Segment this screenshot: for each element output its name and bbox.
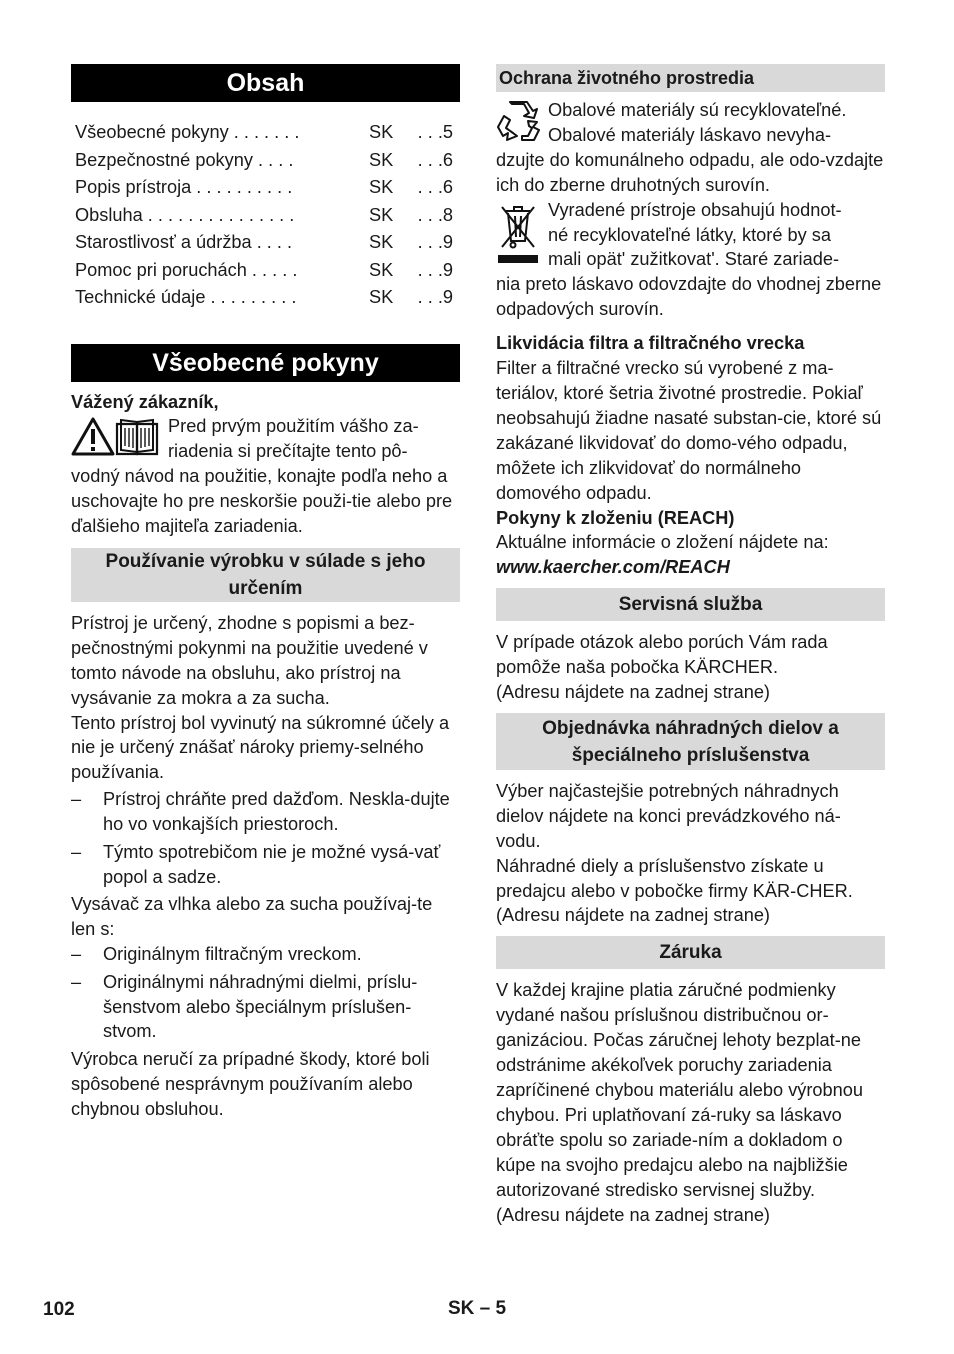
- general-heading: Všeobecné pokyny: [71, 344, 460, 382]
- toc-table: [75, 119, 453, 312]
- environment-heading: Ochrana životného prostredia: [496, 64, 885, 92]
- reach-heading: Pokyny k zloženiu (REACH): [496, 507, 735, 528]
- page-number: 102: [43, 1299, 75, 1320]
- intended-use-p1: Prístroj je určený, zhodne s popismi a bez-pečnostnými pokynmi na použitie uvedené v tomto návode na obsluhu, ako prístroj na vysávanie za mokra a za sucha.: [71, 612, 428, 708]
- service-heading: Servisná služba: [496, 588, 885, 621]
- parts-address: (Adresu nájdete na zadnej strane): [496, 905, 770, 926]
- recycle-icon: [496, 100, 540, 142]
- manual-book-icon: [117, 420, 157, 454]
- recycle-text: dzujte do komunálneho odpadu, ale odo-vzdajte ich do zberne druhotných surovín.: [496, 149, 884, 195]
- list-item: – Prístroj chráňte pred dažďom. Neskla-dujte ho vo vonkajších priestoroch.: [71, 789, 450, 835]
- section-page: SK – 5: [448, 1298, 507, 1319]
- weee-block: Vyradené prístroje obsahujú hodnot- né recyklovateľné látky, ktoré by sa mali opät' zužitkovat'. Staré zariade- nia preto láskavo odovzdajte do vhodnej zberne odpadových surovín.: [496, 198, 885, 323]
- left-column: [71, 64, 460, 1122]
- intended-use-heading: Používanie výrobku v súlade s jeho určením: [71, 548, 460, 602]
- warranty-heading: Záruka: [496, 936, 885, 969]
- toc-heading: Obsah: [71, 64, 460, 102]
- warning-manual-icons: [71, 416, 161, 465]
- crossed-bin-icon: [496, 201, 540, 267]
- list-item: – Týmto spotrebičom nie je možné vysá-vať popol a sadze.: [71, 842, 441, 887]
- toc-row[interactable]: Starostlivosť a údržba . . . . SK . . .9: [75, 232, 453, 253]
- parts-p2: Náhradné diely a príslušenstvo získate u predajcu alebo v pobočke firmy KÄR-CHER.: [496, 855, 853, 901]
- reach-link[interactable]: www.kaercher.com/REACH: [496, 557, 730, 578]
- warranty-text: V každej krajine platia záručné podmienky vydané našou príslušnou distribučnou or-ganizáciou. Počas záručnej lehoty bezplat-ne odstránime akékoľvek poruchy zariadenia zapríčinené chybou materiálu alebo výrobnou chybou. Pri uplatňovaní zá-ruky sa láskavo obráťte spolu so zariade-ním a dokladom o kúpe na svojho predajcu alebo na najbližšie autorizované stredisko servisnej služby.: [496, 980, 864, 1200]
- parts-heading: Objednávka náhradných dielov a špeciálneho príslušenstva: [496, 713, 885, 770]
- reach-text: Aktuálne informácie o zložení nájdete na:: [496, 532, 829, 553]
- warranty-address: (Adresu nájdete na zadnej strane): [496, 1204, 770, 1225]
- intro-text: vodný návod na použitie, konajte podľa neho a uschovajte ho pre neskoršie použi-tie alebo pre ďalšieho majiteľa zariadenia.: [71, 466, 453, 537]
- list-item: – Originálnymi náhradnými dielmi, príslu-šenstvom alebo špeciálnym príslušen-stvom.: [71, 971, 418, 1042]
- right-column: [496, 64, 885, 1227]
- service-address: (Adresu nájdete na zadnej strane): [496, 682, 770, 703]
- toc-row[interactable]: Popis prístroja . . . . . . . . . . SK . . .6: [75, 177, 453, 198]
- toc-row[interactable]: Pomoc pri poruchách . . . . . SK . . .9: [75, 259, 453, 280]
- list-item: – Originálnym filtračným vreckom.: [71, 943, 362, 964]
- filter-heading: Likvidácia filtra a filtračného vrecka: [496, 333, 805, 354]
- recycle-block: Obalové materiály sú recyklovateľné. Obalové materiály láskavo nevyha- dzujte do komunálneho odpadu, ale odo-vzdajte ich do zberne druhotných surovín.: [496, 98, 885, 198]
- warning-triangle-icon: [71, 416, 161, 458]
- intro-block: Pred prvým použitím vášho za- riadenia si prečítajte tento pô- vodný návod na použitie, konajte podľa neho a uschovajte ho pre neskoršie použi-tie alebo pre ďalšieho majiteľa zariadenia.: [71, 414, 460, 539]
- weee-text: nia preto láskavo odovzdajte do vhodnej zberne odpadových surovín.: [496, 274, 882, 320]
- toc-row[interactable]: Bezpečnostné pokyny . . . . SK . . .6: [75, 149, 453, 170]
- service-text: V prípade otázok alebo porúch Vám rada pomôže naša pobočka KÄRCHER.: [496, 632, 828, 678]
- intended-use-p3: Vysávač za vlhka alebo za sucha používaj-te len s:: [71, 893, 433, 939]
- toc-row[interactable]: Všeobecné pokyny . . . . . . . SK . . .5: [75, 122, 453, 143]
- intended-use-p4: Výrobca neručí za prípadné škody, ktoré boli spôsobené nesprávnym používaním alebo chybnou obsluhou.: [71, 1049, 430, 1120]
- toc-row[interactable]: Obsluha . . . . . . . . . . . . . . . SK . . .8: [75, 204, 453, 225]
- filter-text: Filter a filtračné vrecko sú vyrobené z ma-teriálov, ktoré šetria životné prostredie. Pokiaľ neobsahujú žiadne nasaté substan-cie, ktoré sú zakázané likvidovať do domo-vého odpadu, môžete ich zlikvidovať do normálneho domového odpadu.: [496, 358, 882, 503]
- toc-row[interactable]: Technické údaje . . . . . . . . . SK . . .9: [75, 287, 453, 308]
- salutation: Vážený zákazník,: [71, 391, 219, 412]
- intended-use-p2: Tento prístroj bol vyvinutý na súkromné účely a nie je určený znášať nároky priemy-selného používania.: [71, 712, 450, 783]
- parts-p1: Výber najčastejšie potrebných náhradnych dielov nájdete na konci prevádzkového ná-vodu.: [496, 780, 841, 851]
